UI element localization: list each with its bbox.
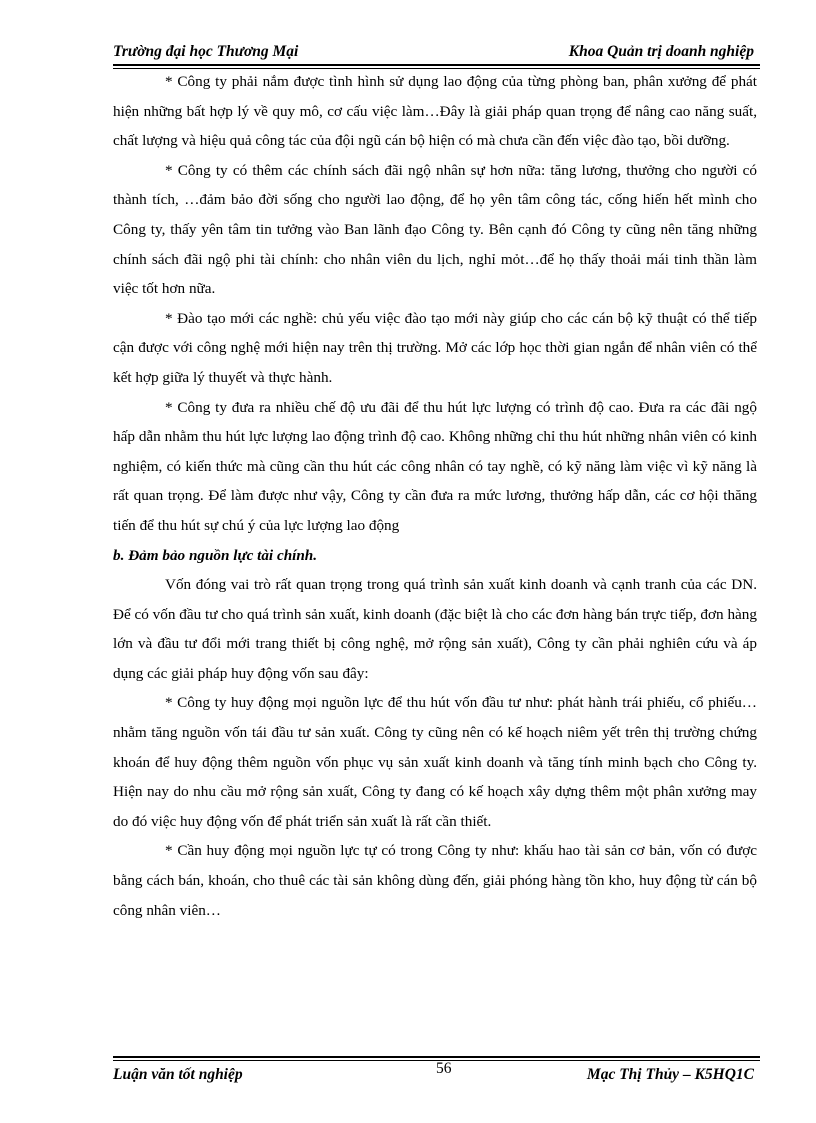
paragraph-internal-resources: * Cần huy động mọi nguồn lực tự có trong Công ty như: khấu hao tài sản cơ bản, vốn có được bằng cách bán, khoán, cho thuê các tài sản không dùng đến, giải phóng hàng tồn kho, huy động từ cán bộ công nhân viên…	[113, 842, 757, 919]
paragraph-compensation-policy: * Công ty có thêm các chính sách đãi ngộ nhân sự hơn nữa: tăng lương, thưởng cho người có thành tích, …đảm bảo đời sống cho người lao động, để họ yên tâm công tác, cống hiến hết mình cho Công ty, thấy yên tâm tin tưởng vào Ban lãnh đạo Công ty. Bên cạnh đó Công ty cũng nên tăng những chính sách đãi ngộ phi tài chính: cho nhân viên du lịch, nghỉ mỏt…để họ thấy thoải mái tinh thần làm việc tốt hơn nữa.	[113, 161, 757, 298]
header-university: Trường đại học Thương Mại	[113, 43, 299, 60]
paragraph-training: * Đào tạo mới các nghề: chủ yếu việc đào tạo mới này giúp cho các cán bộ kỹ thuật có thể tiếp cận được với công nghệ mới hiện nay trên thị trường. Mở các lớp học thời gian ngắn để nhân viên có thể kết hợp giữa lý thuyết và thực hành.	[113, 309, 757, 386]
document-body	[113, 67, 757, 925]
section-heading-finance: b. Đảm bảo nguồn lực tài chính.	[113, 546, 318, 564]
page-header	[113, 40, 760, 66]
paragraph-capital-role: Vốn đóng vai trò rất quan trọng trong quá trình sản xuất kinh doanh và cạnh tranh của các DN. Để có vốn đầu tư cho quá trình sản xuất, kinh doanh (đặc biệt là cho các đơn hàng bán trực tiếp, đơn hàng lớn và đầu tư đổi mới trang thiết bị công nghệ, mở rộng sản xuất), Công ty cần phải nghiên cứu và áp dụng các giải pháp huy động vốn sau đây:	[113, 576, 757, 682]
footer-thesis-label: Luận văn tốt nghiệp	[113, 1066, 243, 1083]
footer-author: Mạc Thị Thủy – K5HQ1C	[586, 1066, 754, 1083]
header-faculty: Khoa Quản trị doanh nghiệp	[568, 43, 754, 60]
page-number: 56	[436, 1060, 452, 1077]
paragraph-incentives: * Công ty đưa ra nhiều chế độ ưu đãi để thu hút lực lượng có trình độ cao. Đưa ra các đãi ngộ hấp dẫn nhằm thu hút lực lượng lao động trình độ cao. Không những chỉ thu hút những nhân viên có kinh nghiệm, có kiến thức mà cũng cần thu hút các công nhân có tay nghề, có kỹ năng làm việc vì kỹ năng là rất quan trọng. Để làm được như vậy, Công ty cần đưa ra mức lương, thưởng hấp dẫn, các cơ hội thăng tiến để thu hút sự chú ý của lực lượng lao động	[113, 398, 757, 534]
paragraph-capital-mobilization: * Công ty huy động mọi nguồn lực để thu hút vốn đầu tư như: phát hành trái phiếu, cổ phiếu…nhằm tăng nguồn vốn tái đầu tư sản xuất. Công ty cũng nên có kế hoạch niêm yết trên thị trường chứng khoán để huy động thêm nguồn vốn phục vụ sản xuất kinh doanh và tăng tính minh bạch cho Công ty. Hiện nay do nhu cầu mở rộng sản xuất, Công ty đang có kế hoạch xây dựng thêm một phân xưởng may do đó việc huy động vốn để phát triển sản xuất là rất cần thiết.	[113, 694, 757, 830]
page-footer	[113, 1056, 760, 1086]
paragraph-labor-usage: * Công ty phải nắm được tình hình sử dụng lao động của từng phòng ban, phân xưởng để phát hiện những bất hợp lý về quy mô, cơ cấu việc làm…Đây là giải pháp quan trọng để nâng cao năng suất, chất lượng và hiệu quả công tác của đội ngũ cán bộ hiện có mà chưa cần đến việc đào tạo, bồi dưỡng.	[113, 73, 757, 150]
